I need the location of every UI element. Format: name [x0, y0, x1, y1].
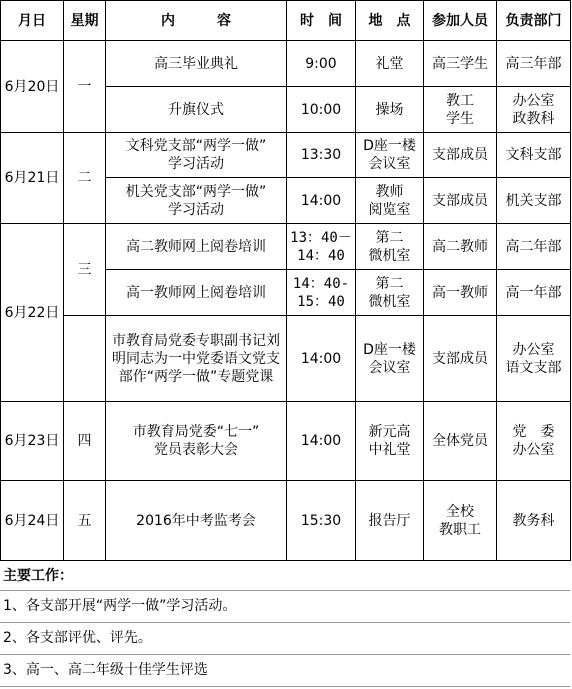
header-participants: 参加人员 — [424, 1, 497, 41]
department-cell: 办公室 政教科 — [497, 87, 571, 133]
table-row — [1, 481, 571, 561]
main-work-item: 1、各支部开展“两学一做”学习活动。 — [0, 591, 570, 623]
header-time: 时 间 — [287, 1, 356, 41]
weekday-cell-empty — [64, 316, 106, 402]
table-row — [1, 224, 571, 270]
participants-cell: 高三学生 — [424, 41, 497, 87]
participants-cell: 教工 学生 — [424, 87, 497, 133]
participants-cell: 全校 教职工 — [424, 481, 497, 561]
place-cell: D座一楼 会议室 — [356, 133, 424, 178]
department-cell: 党 委 办公室 — [497, 402, 571, 481]
header-department: 负责部门 — [497, 1, 571, 41]
weekday-cell: 四 — [64, 402, 106, 481]
time-cell: 9:00 — [287, 41, 356, 87]
department-cell: 机关支部 — [497, 178, 571, 224]
main-work-item: 2、各支部评优、评先。 — [0, 623, 570, 655]
participants-cell: 高二教师 — [424, 224, 497, 270]
content-cell: 文科党支部“两学一做” 学习活动 — [106, 133, 287, 178]
content-cell: 市教育局党委“七一” 党员表彰大会 — [106, 402, 287, 481]
date-cell: 6月22日 — [1, 224, 64, 402]
main-work-item: 3、高一、高二年级十佳学生评选 — [0, 655, 570, 687]
time-cell: 15:30 — [287, 481, 356, 561]
content-cell: 2016年中考监考会 — [106, 481, 287, 561]
weekday-cell: 二 — [64, 133, 106, 224]
time-cell: 14:00 — [287, 402, 356, 481]
participants-cell: 支部成员 — [424, 178, 497, 224]
weekday-cell: 一 — [64, 41, 106, 133]
table-row — [1, 133, 571, 178]
time-cell: 14:00 — [287, 316, 356, 402]
time-cell: 13:30 — [287, 133, 356, 178]
header-date: 月日 — [1, 1, 64, 41]
table-row — [1, 41, 571, 87]
date-cell: 6月24日 — [1, 481, 64, 561]
content-cell: 高一教师网上阅卷培训 — [106, 270, 287, 316]
participants-cell: 高一教师 — [424, 270, 497, 316]
department-cell: 办公室 语文支部 — [497, 316, 571, 402]
place-cell: 新元高 中礼堂 — [356, 402, 424, 481]
table-row — [1, 402, 571, 481]
weekday-cell: 五 — [64, 481, 106, 561]
content-cell: 升旗仪式 — [106, 87, 287, 133]
content-cell: 机关党支部“两学一做” 学习活动 — [106, 178, 287, 224]
department-cell: 教务科 — [497, 481, 571, 561]
header-place: 地 点 — [356, 1, 424, 41]
participants-cell: 支部成员 — [424, 133, 497, 178]
place-cell: 第二 微机室 — [356, 270, 424, 316]
date-cell: 6月20日 — [1, 41, 64, 133]
table-row — [1, 316, 571, 402]
header-weekday: 星期 — [64, 1, 106, 41]
time-cell: 14:00 — [287, 178, 356, 224]
date-cell: 6月21日 — [1, 133, 64, 224]
department-cell: 高三年部 — [497, 41, 571, 87]
department-cell: 高一年部 — [497, 270, 571, 316]
participants-cell: 全体党员 — [424, 402, 497, 481]
content-cell: 高三毕业典礼 — [106, 41, 287, 87]
place-cell: 第二 微机室 — [356, 224, 424, 270]
place-cell: 操场 — [356, 87, 424, 133]
header-content: 内 容 — [106, 1, 287, 41]
time-cell: 14：40- 15：40 — [287, 270, 356, 316]
date-cell: 6月23日 — [1, 402, 64, 481]
department-cell: 文科支部 — [497, 133, 571, 178]
place-cell: 教师 阅览室 — [356, 178, 424, 224]
time-cell: 13：40－ 14：40 — [287, 224, 356, 270]
place-cell: 礼堂 — [356, 41, 424, 87]
time-cell: 10:00 — [287, 87, 356, 133]
participants-cell: 支部成员 — [424, 316, 497, 402]
main-work-title: 主要工作： — [0, 562, 570, 591]
department-cell: 高二年部 — [497, 224, 571, 270]
content-cell: 高二教师网上阅卷培训 — [106, 224, 287, 270]
weekday-cell: 三 — [64, 224, 106, 316]
place-cell: D座一楼 会议室 — [356, 316, 424, 402]
place-cell: 报告厅 — [356, 481, 424, 561]
main-work-section — [0, 562, 570, 687]
content-cell: 市教育局党委专职副书记刘明同志为一中党委语文党支部作“两学一做”专题党课 — [106, 316, 287, 402]
header-row — [1, 1, 571, 41]
